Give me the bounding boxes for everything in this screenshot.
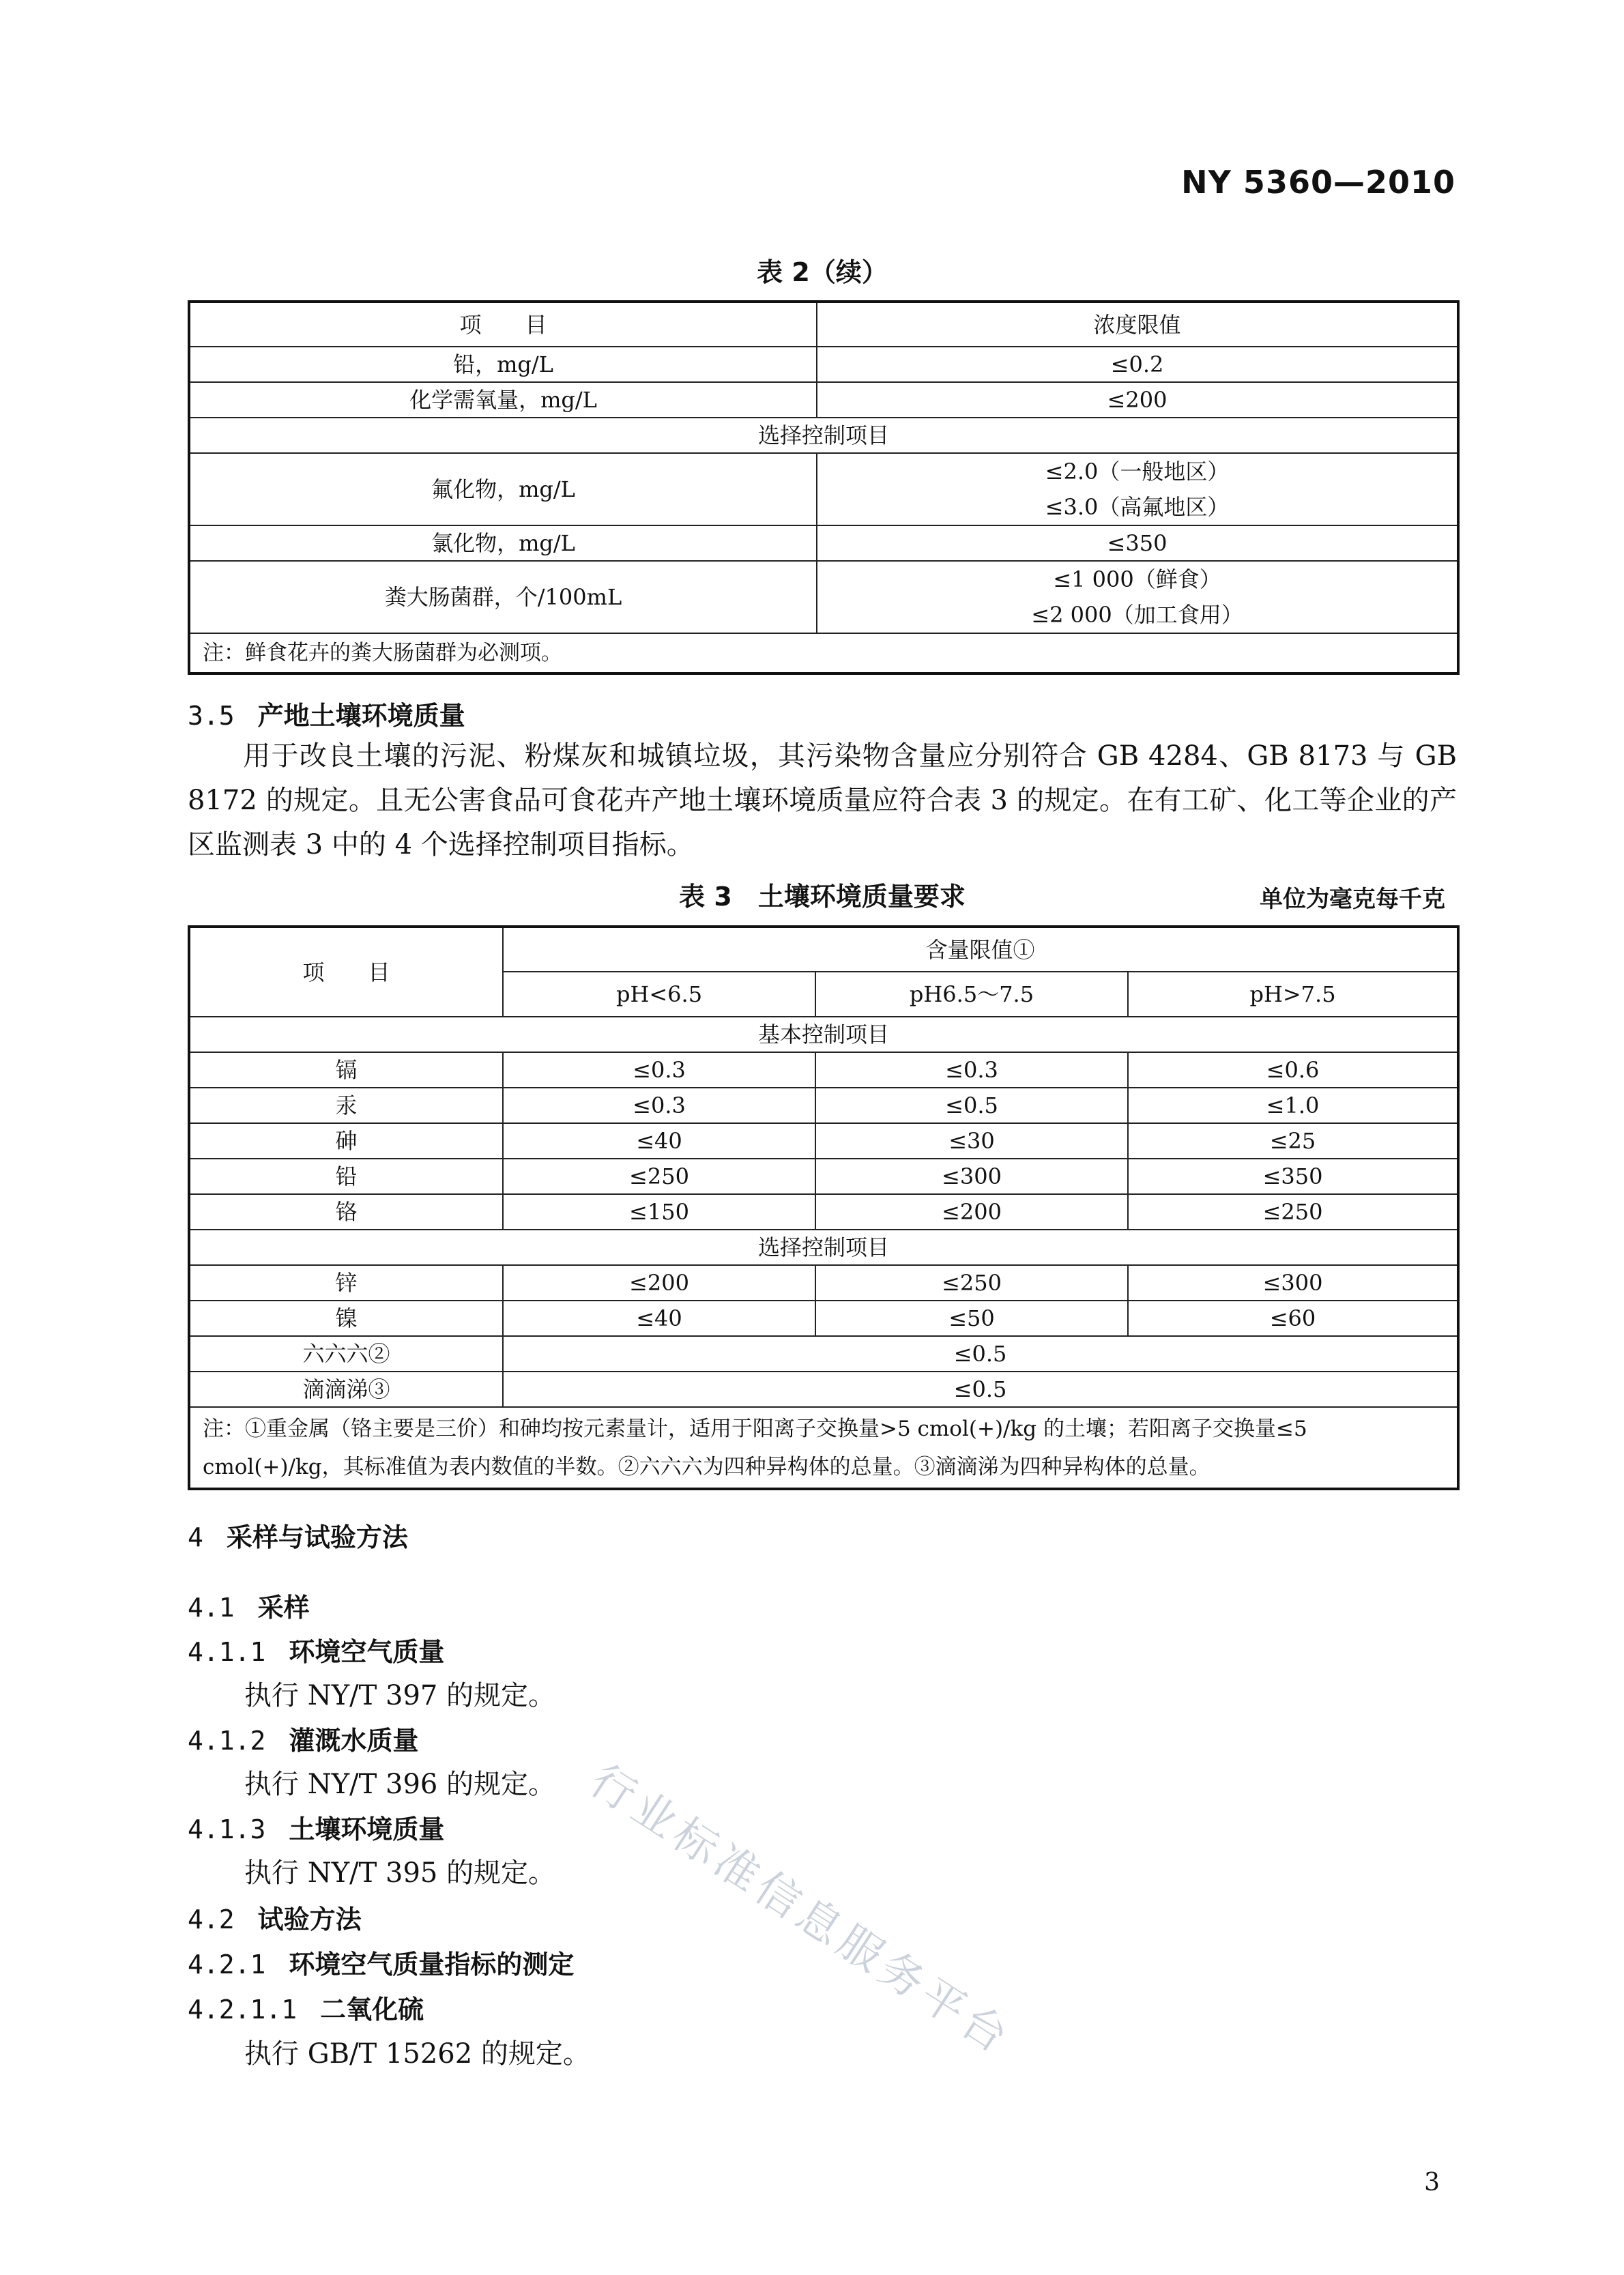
table2-note: 注：鲜食花卉的粪大肠菌群为必测项。	[189, 633, 1458, 673]
table3-header-limit: 含量限值①	[503, 927, 1458, 972]
table2-item: 化学需氧量，mg/L	[189, 382, 817, 418]
table-row	[189, 1088, 1458, 1123]
section-title: 环境空气质量	[289, 1637, 445, 1667]
section-title: 土壤环境质量	[289, 1814, 445, 1844]
section-heading	[188, 1988, 424, 2026]
table3-item: 镉	[189, 1052, 503, 1088]
paragraph	[188, 734, 1457, 867]
table3-cell: ≤60	[1128, 1301, 1458, 1336]
table3-item: 锌	[189, 1265, 503, 1301]
table2-value-line: ≤1 000（鲜食）	[1053, 566, 1221, 592]
table3-cell: ≤300	[815, 1159, 1128, 1194]
table3-note-row	[189, 1407, 1458, 1489]
table3-cell: ≤250	[503, 1159, 815, 1194]
table2-value-line: ≤2 000（加工食用）	[1031, 602, 1243, 628]
table3-cell: ≤50	[815, 1301, 1128, 1336]
section-number: 4.1.3	[188, 1814, 266, 1844]
table3-section-basic: 基本控制项目	[189, 1017, 1458, 1052]
table2-item: 铅，mg/L	[189, 347, 817, 382]
table2-item: 氯化物，mg/L	[189, 525, 817, 561]
table3-cell: ≤40	[503, 1301, 815, 1336]
table-row	[189, 1052, 1458, 1088]
table2-value-line: ≤3.0（高氟地区）	[1045, 494, 1230, 520]
section-number: 4.1.1	[188, 1637, 266, 1667]
table3-cell: ≤250	[815, 1265, 1128, 1301]
table-row	[189, 561, 1458, 633]
table3-note: 注：①重金属（铬主要是三价）和砷均按元素量计，适用于阳离子交换量>5 cmol(+)/kg 的土壤；若阳离子交换量≤5 cmol(+)/kg，其标准值为表内数值的半数。②六六六为四种异构体的总量。③滴滴涕为四种异构体的总量。	[189, 1407, 1458, 1489]
section-number: 4.2	[188, 1904, 235, 1935]
table-row	[189, 1123, 1458, 1159]
body-text: 执行 GB/T 15262 的规定。	[244, 2038, 590, 2070]
table3-ph-header: pH>7.5	[1128, 972, 1458, 1017]
section-heading	[188, 1631, 444, 1668]
table2-value: ≤200	[817, 382, 1458, 418]
table2-value	[817, 453, 1458, 525]
section-title: 二氧化硫	[320, 1995, 424, 2025]
section-number: 4.2.1	[188, 1950, 266, 1980]
body-text: 执行 NY/T 396 的规定。	[244, 1769, 556, 1800]
table2-value: ≤0.2	[817, 347, 1458, 382]
table-row	[189, 1159, 1458, 1194]
section-heading	[188, 695, 465, 732]
table2-header-value: 浓度限值	[817, 302, 1458, 347]
table3-item: 滴滴涕③	[189, 1372, 503, 1407]
table2	[188, 300, 1460, 675]
table3-cell: ≤0.3	[503, 1088, 815, 1123]
section-heading	[188, 1898, 362, 1936]
table3-cell: ≤0.6	[1128, 1052, 1458, 1088]
watermark: 行业标准信息服务平台	[581, 1755, 1021, 2066]
table-row	[189, 1265, 1458, 1301]
table3-item: 汞	[189, 1088, 503, 1123]
section-number: 4	[188, 1522, 203, 1552]
table3-section-row	[189, 1230, 1458, 1265]
section-number: 3.5	[188, 701, 235, 731]
table3-cell: ≤0.5	[503, 1372, 1458, 1407]
table3-cell: ≤40	[503, 1123, 815, 1159]
table-row	[189, 1336, 1458, 1372]
table3-cell: ≤0.5	[815, 1088, 1128, 1123]
table3-ph-header: pH6.5～7.5	[815, 972, 1128, 1017]
table3-section-optional: 选择控制项目	[189, 1230, 1458, 1265]
page-number: 3	[1424, 2169, 1440, 2197]
section-heading	[188, 1943, 574, 1981]
table3-item: 六六六②	[189, 1336, 503, 1372]
body-text: 执行 NY/T 397 的规定。	[244, 1680, 556, 1711]
section-heading	[188, 1720, 418, 1757]
table2-value	[817, 561, 1458, 633]
table2-header-item: 项 目	[189, 302, 817, 347]
section-title: 灌溉水质量	[289, 1726, 419, 1756]
section-title: 采样	[257, 1593, 310, 1623]
section-title: 试验方法	[257, 1904, 362, 1935]
table3-ph-header: pH<6.5	[503, 972, 815, 1017]
table2-section-label: 选择控制项目	[189, 418, 1458, 453]
table3-item: 铅	[189, 1159, 503, 1194]
table3-section-row	[189, 1017, 1458, 1052]
table2-item: 氟化物，mg/L	[189, 453, 817, 525]
table-row	[189, 1301, 1458, 1336]
section-number: 4.2.1.1	[188, 1995, 298, 2025]
section-title: 环境空气质量指标的测定	[289, 1950, 575, 1980]
body-text: 执行 NY/T 395 的规定。	[244, 1857, 556, 1889]
section-heading	[188, 1808, 444, 1846]
table3	[188, 925, 1460, 1490]
table3-header-row	[189, 927, 1458, 972]
section-title: 采样与试验方法	[226, 1522, 408, 1552]
table-row	[189, 525, 1458, 561]
table-row	[189, 1372, 1458, 1407]
table3-cell: ≤150	[503, 1194, 815, 1230]
table3-cell: ≤200	[815, 1194, 1128, 1230]
table2-note-row	[189, 633, 1458, 673]
table3-cell: ≤25	[1128, 1123, 1458, 1159]
table3-cell: ≤300	[1128, 1265, 1458, 1301]
table3-cell: ≤350	[1128, 1159, 1458, 1194]
table3-cell: ≤0.3	[815, 1052, 1128, 1088]
document-code: NY 5360—2010	[1181, 164, 1455, 201]
table-row	[189, 453, 1458, 525]
section-heading	[188, 1586, 310, 1624]
table-row	[189, 382, 1458, 418]
table-row	[189, 347, 1458, 382]
table2-header-row	[189, 302, 1458, 347]
table3-item: 镍	[189, 1301, 503, 1336]
table-row	[189, 1194, 1458, 1230]
paragraph-text: 用于改良土壤的污泥、粉煤灰和城镇垃圾，其污染物含量应分别符合 GB 4284、GB 8173 与 GB 8172 的规定。且无公害食品可食花卉产地土壤环境质量应符合表 3 的规定。在有工矿、化工等企业的产区监测表 3 中的 4 个选择控制项目指标。	[188, 740, 1457, 860]
section-title: 产地土壤环境质量	[257, 701, 465, 731]
table3-cell: ≤0.3	[503, 1052, 815, 1088]
table3-cell: ≤200	[503, 1265, 815, 1301]
section-heading	[188, 1516, 408, 1554]
table3-cell: ≤1.0	[1128, 1088, 1458, 1123]
table2-section-row	[189, 418, 1458, 453]
table2-value: ≤350	[817, 525, 1458, 561]
table2-caption: 表 2（续）	[757, 257, 888, 287]
table3-item: 铬	[189, 1194, 503, 1230]
table3-cell: ≤250	[1128, 1194, 1458, 1230]
table3-unit: 单位为毫克每千克	[1260, 886, 1445, 913]
table3-item: 砷	[189, 1123, 503, 1159]
table3-cell: ≤0.5	[503, 1336, 1458, 1372]
table3-cell: ≤30	[815, 1123, 1128, 1159]
section-number: 4.1	[188, 1593, 235, 1623]
table2-item: 粪大肠菌群，个/100mL	[189, 561, 817, 633]
table2-value-line: ≤2.0（一般地区）	[1045, 459, 1230, 484]
table3-caption: 表 3 土壤环境质量要求	[679, 882, 966, 912]
table3-header-item: 项 目	[189, 927, 503, 1017]
section-number: 4.1.2	[188, 1726, 266, 1756]
